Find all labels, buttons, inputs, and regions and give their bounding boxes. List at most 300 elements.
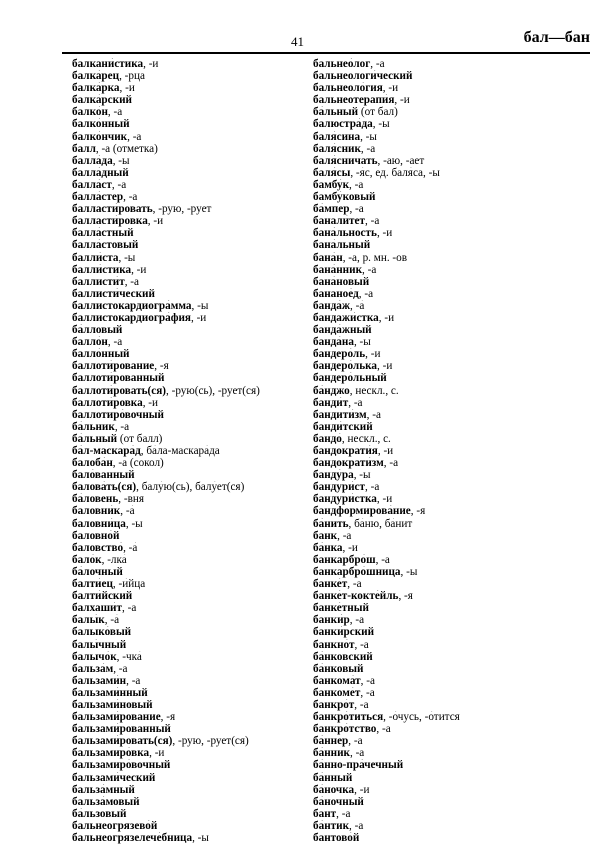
- entry-headword: бандури́ст: [313, 481, 366, 494]
- entry-grammar: , -рца: [119, 70, 145, 83]
- entry-grammar: , -я: [154, 360, 169, 373]
- dictionary-entry: [313, 759, 563, 771]
- entry-grammar: , -рую, -рует(ся): [172, 735, 249, 748]
- entry-grammar: , -а (сокол): [112, 457, 164, 470]
- dictionary-entry: [72, 360, 322, 372]
- dictionary-entry: [313, 445, 563, 457]
- entry-grammar: , -а: [123, 191, 138, 204]
- entry-headword: ба́льзовый: [72, 807, 127, 820]
- entry-grammar: , -а: [354, 698, 369, 711]
- entry-headword: бало́ванный: [72, 469, 135, 482]
- entry-grammar: , -и: [149, 747, 165, 760]
- dictionary-entry: [313, 421, 563, 433]
- dictionary-entry: [72, 252, 322, 264]
- entry-headword: банкоме́т: [313, 686, 361, 699]
- entry-headword: бандажи́стка: [313, 311, 379, 324]
- entry-grammar: , -а́: [120, 505, 135, 518]
- entry-headword: бальнеоло́гия: [313, 82, 383, 95]
- entry-headword: бало́к: [72, 553, 102, 566]
- dictionary-entry: [313, 239, 563, 251]
- entry-headword: балти́ец: [72, 578, 113, 591]
- dictionary-entry: [72, 675, 322, 687]
- entry-headword: баловни́ца: [72, 517, 126, 530]
- entry-headword: балл: [72, 142, 96, 155]
- entry-grammar: , -и: [378, 311, 395, 324]
- entry-headword: ба́лловый: [72, 324, 123, 337]
- dictionary-entry: [72, 808, 322, 820]
- entry-grammar: , -а: [347, 578, 362, 591]
- entry-grammar: , -а́: [104, 614, 120, 627]
- dictionary-entry: [313, 143, 563, 155]
- entry-headword: балла́стный: [72, 227, 134, 240]
- entry-headword: бальзами́ровать(ся): [72, 735, 173, 748]
- entry-grammar: , -а: [376, 723, 391, 736]
- dictionary-entry: [72, 711, 322, 723]
- dictionary-entry: [313, 820, 563, 832]
- dictionary-entry: [313, 191, 563, 203]
- dictionary-entry: [313, 118, 563, 130]
- entry-headword: ба́льный: [313, 106, 359, 119]
- dictionary-entry: [72, 602, 322, 614]
- entry-headword: банду́ра: [313, 469, 354, 482]
- entry-grammar: , -и: [376, 227, 393, 240]
- entry-headword: банкарбро́шница: [313, 565, 401, 578]
- page-number: 41: [291, 34, 304, 49]
- entry-headword: балла́стер: [72, 191, 124, 204]
- entry-grammar: , -а: [107, 336, 123, 349]
- entry-grammar: , -ы: [353, 469, 371, 482]
- entry-headword: ба́нный: [313, 771, 353, 784]
- entry-headword: балласти́ровка: [72, 215, 148, 228]
- entry-headword: бантово́й: [313, 832, 360, 844]
- dictionary-entry: [72, 481, 322, 493]
- entry-headword: банке́т-кокте́йль: [313, 590, 399, 603]
- entry-headword: ба́нковый: [313, 662, 364, 675]
- dictionary-entry: [313, 723, 563, 735]
- entry-grammar: , -я: [398, 590, 413, 603]
- dictionary-entry: [313, 542, 563, 554]
- entry-grammar: , -а: [365, 215, 380, 228]
- dictionary-entry: [72, 385, 322, 397]
- dictionary-entry: [313, 590, 563, 602]
- dictionary-entry: [313, 264, 563, 276]
- dictionary-entry: [72, 651, 322, 663]
- dictionary-entry: [313, 614, 563, 626]
- entry-headword: ба́льник: [72, 420, 115, 433]
- dictionary-entry: [72, 493, 322, 505]
- entry-headword: балкани́стика: [72, 58, 144, 70]
- dictionary-entry: [313, 252, 563, 264]
- entry-grammar: , -а: [336, 807, 351, 820]
- entry-headword: банди́тский: [313, 420, 373, 433]
- entry-headword: бальзамиро́вочный: [72, 759, 171, 772]
- entry-headword: бандократи́я: [313, 445, 378, 457]
- right-column: [313, 58, 563, 844]
- entry-headword: банки́р: [313, 614, 350, 627]
- entry-headword: ба́нка: [313, 541, 343, 554]
- entry-headword: баловство́: [72, 541, 124, 554]
- dictionary-entry: [72, 433, 322, 445]
- dictionary-entry: [313, 385, 563, 397]
- entry-headword: балласти́ровать: [72, 203, 153, 216]
- entry-grammar: , -я: [410, 505, 426, 518]
- entry-grammar: , -и: [131, 263, 147, 276]
- dictionary-entry: [313, 626, 563, 638]
- entry-headword: бана́новый: [313, 275, 370, 288]
- entry-headword: балка́рский: [72, 94, 132, 107]
- entry-headword: ба́ночка: [313, 783, 355, 796]
- entry-headword: бана́льность: [313, 227, 377, 240]
- dictionary-entry: [72, 312, 322, 324]
- entry-grammar: , -я́с, ед. баля́са, -ы: [350, 166, 440, 179]
- dictionary-entry: [313, 784, 563, 796]
- entry-headword: банкро́тство: [313, 723, 377, 736]
- entry-grammar: , -ы: [112, 154, 130, 167]
- entry-headword: баловно́й: [72, 529, 120, 542]
- entry-headword: баллоти́рование: [72, 360, 155, 373]
- dictionary-entry: [72, 82, 322, 94]
- entry-headword: бананое́д: [313, 287, 359, 300]
- dictionary-entry: [72, 372, 322, 384]
- dictionary-entry: [72, 796, 322, 808]
- entry-grammar: , -и: [190, 311, 207, 324]
- entry-headword: балка́рец: [72, 70, 120, 83]
- entry-headword: банки́рский: [313, 626, 375, 639]
- dictionary-entry: [72, 239, 322, 251]
- entry-grammar: , -и: [342, 541, 358, 554]
- entry-headword: бандформирова́ние: [313, 505, 411, 518]
- dictionary-entry: [313, 578, 563, 590]
- entry-grammar: , -и: [142, 396, 158, 409]
- entry-headword: бальзами́ческий: [72, 771, 156, 784]
- dictionary-entry: [313, 348, 563, 360]
- entry-headword: балко́нный: [72, 118, 130, 131]
- entry-headword: бандократи́зм: [313, 457, 384, 470]
- dictionary-entry: [313, 687, 563, 699]
- dictionary-entry: [72, 505, 322, 517]
- dictionary-entry: [72, 300, 322, 312]
- dictionary-entry: [313, 372, 563, 384]
- dictionary-entry: [72, 348, 322, 360]
- entry-headword: баллистокардиогра́мма: [72, 299, 192, 312]
- entry-headword: бандеро́льный: [313, 372, 387, 385]
- dictionary-entry: [72, 759, 322, 771]
- entry-headword: ба́нно-пра́чечный: [313, 759, 404, 772]
- dictionary-entry: [313, 747, 563, 759]
- dictionary-entry: [313, 106, 563, 118]
- entry-headword: бальзами́рованный: [72, 723, 171, 736]
- entry-headword: балло́нный: [72, 348, 130, 361]
- dictionary-entry: [72, 566, 322, 578]
- dictionary-entry: [72, 70, 322, 82]
- dictionary-entry: [313, 457, 563, 469]
- dictionary-entry: [313, 82, 563, 94]
- entry-grammar: , -лка́: [101, 553, 127, 566]
- entry-grammar: , нескл., с.: [341, 432, 391, 445]
- entry-headword: банкома́т: [313, 674, 361, 687]
- entry-headword: ба́ловень: [72, 493, 119, 506]
- entry-headword: ба́нджо: [313, 384, 350, 397]
- entry-headword: бальза́мный: [72, 783, 135, 796]
- entry-headword: баллоти́ровка: [72, 396, 143, 409]
- entry-headword: банда́ж: [313, 299, 350, 312]
- entry-grammar: , нескл., с.: [349, 384, 399, 397]
- dictionary-entry: [313, 651, 563, 663]
- entry-grammar: , -ы: [192, 832, 209, 844]
- entry-headword: балы́к: [72, 614, 105, 627]
- entry-grammar: , -а: [360, 686, 375, 699]
- entry-headword: балти́йский: [72, 590, 133, 603]
- entry-headword: банкно́т: [313, 638, 355, 651]
- dictionary-entry: [313, 469, 563, 481]
- entry-grammar: , -а: [107, 106, 123, 119]
- dictionary-entry: [72, 832, 322, 844]
- dictionary-entry: [313, 505, 563, 517]
- entry-headword: балли́стика: [72, 263, 132, 276]
- entry-grammar: , -а: [360, 674, 375, 687]
- entry-headword: ба́мпер: [313, 203, 350, 216]
- dictionary-entry: [313, 167, 563, 179]
- entry-headword: баллистокардиогра́фия: [72, 311, 191, 324]
- entry-headword: бальнеогрязелече́бница: [72, 832, 193, 844]
- entry-headword: балоба́н: [72, 457, 113, 470]
- entry-grammar: , -а: [122, 602, 137, 615]
- dictionary-entry: [313, 675, 563, 687]
- entry-headword: ба́льный: [72, 432, 118, 445]
- entry-headword: баля́сничать: [313, 154, 378, 167]
- entry-grammar: , -и: [376, 493, 393, 506]
- dictionary-entry: [72, 445, 322, 457]
- entry-grammar: , балу́ю(сь), балу́ет(ся): [136, 481, 245, 494]
- entry-grammar: , -рую(сь), -рует(ся): [166, 384, 260, 397]
- entry-headword: бальзами́нный: [72, 686, 148, 699]
- dictionary-entry: [72, 723, 322, 735]
- dictionary-entry: [72, 409, 322, 421]
- dictionary-entry: [313, 566, 563, 578]
- dictionary-entry: [72, 58, 322, 70]
- entry-headword: бальзамиро́вка: [72, 747, 150, 760]
- dictionary-entry: [313, 324, 563, 336]
- entry-grammar: , -вня: [118, 493, 144, 506]
- dictionary-entry: [72, 772, 322, 784]
- entry-headword: банке́т: [313, 578, 348, 591]
- entry-grammar: , -чка́: [116, 650, 142, 663]
- entry-headword: бандури́стка: [313, 493, 377, 506]
- entry-grammar: , ба́ла-маскара́да: [140, 445, 220, 457]
- entry-grammar: , -а́: [350, 299, 365, 312]
- dictionary-entry: [313, 554, 563, 566]
- dictionary-entry: [72, 336, 322, 348]
- dictionary-entry: [313, 336, 563, 348]
- dictionary-entry: [313, 227, 563, 239]
- entry-grammar: , -ы: [118, 251, 136, 264]
- dictionary-entry: [72, 118, 322, 130]
- dictionary-entry: [72, 276, 322, 288]
- entry-headword: бальзами́новый: [72, 698, 153, 711]
- dictionary-entry: [313, 530, 563, 542]
- dictionary-entry: [313, 276, 563, 288]
- header-rule: [62, 52, 590, 54]
- dictionary-entry: [313, 215, 563, 227]
- entry-grammar: , -рую, -рует: [152, 203, 212, 216]
- dictionary-entry: [72, 626, 322, 638]
- dictionary-entry: [313, 602, 563, 614]
- entry-headword: балла́да: [72, 154, 113, 167]
- dictionary-entry: [72, 457, 322, 469]
- running-head: бал—бан: [523, 29, 590, 46]
- entry-grammar: , -а: [114, 420, 130, 433]
- dictionary-entry: [72, 747, 322, 759]
- entry-headword: бамбу́к: [313, 178, 350, 191]
- entry-headword: балко́нчик: [72, 130, 128, 143]
- entry-headword: балло́н: [72, 336, 108, 349]
- dictionary-entry: [72, 699, 322, 711]
- entry-headword: балли́ста: [72, 251, 119, 264]
- dictionary-entry: [313, 409, 563, 421]
- entry-grammar: , ба́ню, ба́нит: [348, 517, 413, 530]
- dictionary-entry: [313, 94, 563, 106]
- dictionary-entry: [313, 288, 563, 300]
- entry-grammar: , -а: [370, 58, 385, 70]
- dictionary-entry: [313, 711, 563, 723]
- dictionary-entry: [313, 808, 563, 820]
- entry-grammar: , -а: [127, 130, 142, 143]
- entry-grammar: , -и: [377, 360, 393, 373]
- entry-grammar: , -ы: [400, 565, 418, 578]
- entry-headword: банкро́титься: [313, 711, 384, 724]
- entry-grammar: , -и: [354, 783, 370, 796]
- entry-headword: ба́нтик: [313, 819, 350, 832]
- entry-headword: балхаши́т: [72, 602, 122, 615]
- entry-grammar: (от бал): [358, 106, 398, 119]
- entry-headword: ба́нник: [313, 747, 350, 760]
- dictionary-entry: [313, 433, 563, 445]
- dictionary-entry: [72, 590, 322, 602]
- entry-grammar: , -ы: [353, 336, 371, 349]
- dictionary-entry: [313, 312, 563, 324]
- entry-grammar: , -а: [365, 481, 380, 494]
- entry-grammar: , -ы: [360, 130, 377, 143]
- entry-headword: балла́ст: [72, 178, 112, 191]
- entry-headword: балычо́к: [72, 650, 117, 663]
- dictionary-entry: [72, 542, 322, 554]
- entry-headword: бамбу́ковый: [313, 191, 376, 204]
- entry-headword: балка́рка: [72, 82, 120, 95]
- entry-headword: ба́лочный: [72, 565, 123, 578]
- dictionary-entry: [72, 288, 322, 300]
- dictionary-entry: [72, 663, 322, 675]
- entry-grammar: , -а: [383, 457, 399, 470]
- entry-grammar: , -и: [382, 82, 399, 95]
- entry-headword: баля́сина: [313, 130, 361, 143]
- dictionary-entry: [313, 699, 563, 711]
- entry-grammar: , -а: [337, 529, 352, 542]
- entry-headword: баллисти́т: [72, 275, 125, 288]
- dictionary-entry: [313, 481, 563, 493]
- entry-headword: ба́л-маскара́д: [72, 445, 141, 457]
- dictionary-entry: [313, 735, 563, 747]
- entry-headword: баля́сы: [313, 166, 351, 179]
- entry-grammar: , -ы: [372, 118, 390, 131]
- entry-headword: бандеро́лька: [313, 360, 377, 373]
- entry-headword: банали́тет: [313, 215, 366, 228]
- entry-grammar: , -и: [377, 445, 394, 457]
- dictionary-entry: [313, 639, 563, 651]
- entry-headword: баля́сник: [313, 142, 361, 155]
- dictionary-entry: [313, 493, 563, 505]
- dictionary-entry: [313, 360, 563, 372]
- dictionary-entry: [313, 663, 563, 675]
- dictionary-entry: [313, 58, 563, 70]
- dictionary-entry: [72, 687, 322, 699]
- entry-headword: ба́нковский: [313, 650, 373, 663]
- entry-grammar: , -я: [160, 711, 176, 724]
- entry-headword: бана́льный: [313, 239, 371, 252]
- entry-grammar: , -а: [362, 263, 377, 276]
- entry-grammar: , -а, р. мн. -ов: [342, 251, 408, 264]
- entry-headword: бальзами́н: [72, 674, 127, 687]
- dictionary-entry: [313, 203, 563, 215]
- entry-grammar: , -а: [349, 203, 364, 216]
- entry-grammar: , -а: [366, 408, 381, 421]
- dictionary-entry: [313, 397, 563, 409]
- dictionary-entry: [72, 820, 322, 832]
- entry-headword: балюстра́да: [313, 118, 373, 131]
- entry-grammar: , -а: [111, 178, 127, 191]
- dictionary-entry: [72, 167, 322, 179]
- left-column: [72, 58, 322, 844]
- entry-grammar: , -а: [348, 396, 363, 409]
- entry-headword: бальза́мовый: [72, 795, 140, 808]
- entry-headword: баллотиро́вочный: [72, 408, 164, 421]
- entry-grammar: , -а: [349, 747, 365, 760]
- dictionary-entry: [72, 784, 322, 796]
- entry-headword: баловни́к: [72, 505, 121, 518]
- entry-headword: бальнеотерапи́я: [313, 94, 395, 107]
- dictionary-entry: [313, 131, 563, 143]
- entry-headword: бандити́зм: [313, 408, 367, 421]
- entry-headword: банкарбро́ш: [313, 553, 376, 566]
- entry-headword: балова́ть(ся): [72, 481, 137, 494]
- dictionary-entry: [72, 614, 322, 626]
- dictionary-entry: [72, 106, 322, 118]
- entry-grammar: , -и: [365, 348, 381, 361]
- dictionary-entry: [72, 554, 322, 566]
- entry-grammar: , -а́: [123, 541, 138, 554]
- entry-grammar: , -о́чусь, -о́тится: [383, 711, 460, 724]
- entry-headword: балла́дный: [72, 166, 129, 179]
- entry-headword: бана́н: [313, 251, 343, 264]
- dictionary-entry: [72, 469, 322, 481]
- dictionary-entry: [313, 155, 563, 167]
- entry-headword: ба́нить: [313, 517, 349, 530]
- entry-grammar: , -а: [126, 674, 141, 687]
- entry-headword: бальнео́лог: [313, 58, 371, 70]
- entry-grammar: , -а: [113, 662, 128, 675]
- dictionary-entry: [72, 191, 322, 203]
- dictionary-entry: [72, 227, 322, 239]
- entry-grammar: , -и: [147, 215, 164, 228]
- entry-headword: банк: [313, 529, 338, 542]
- dictionary-entry: [72, 264, 322, 276]
- entry-grammar: , -а: [348, 735, 363, 748]
- entry-grammar: , -аю, -ает: [377, 154, 425, 167]
- page-header: [0, 26, 600, 50]
- entry-headword: балы́чный: [72, 638, 127, 651]
- entry-grammar: , -а: [349, 819, 364, 832]
- dictionary-entry: [72, 143, 322, 155]
- dictionary-entry: [72, 735, 322, 747]
